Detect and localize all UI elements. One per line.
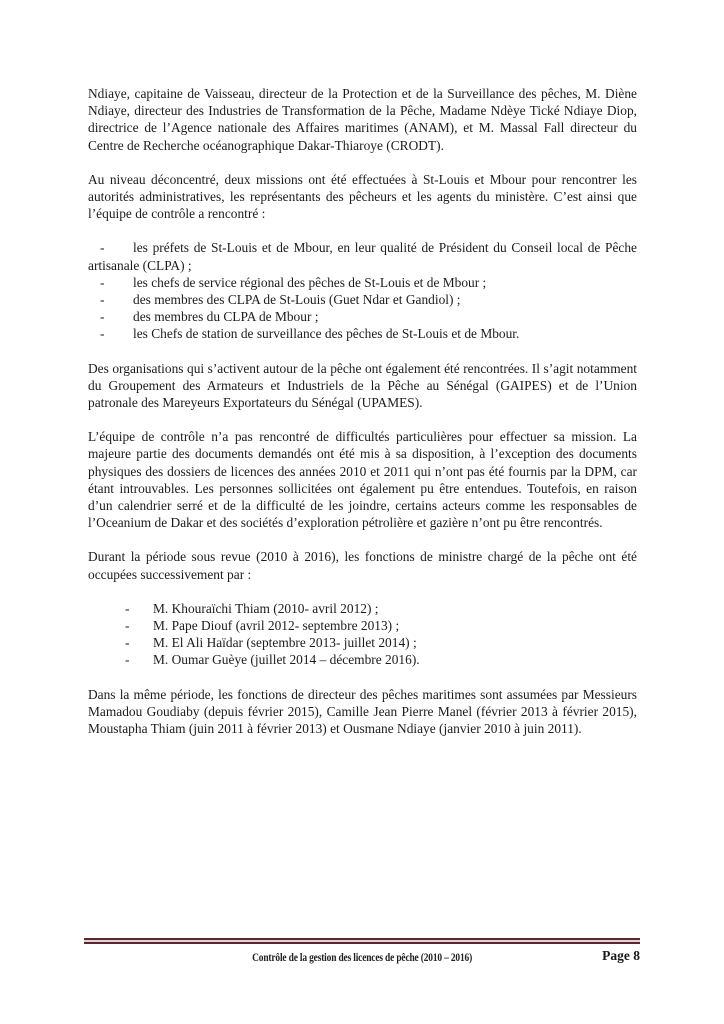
list-item: [88, 274, 637, 291]
list-bullet: -: [125, 635, 130, 651]
bullet-list-ministres: [88, 600, 637, 669]
paragraph-intro-officials: Ndiaye, capitaine de Vaisseau, directeur de la Protection et de la Surveillance des pêches, M. Diène Ndiaye, directeur des Industries de Transformation de la Pêche, Madame Ndèye Tické Ndiaye Diop, directrice de l’Agence nationale des Affaires maritimes (ANAM), et M. Massal Fall directeur du Centre de Recherche océanographique Dakar-Thiaroye (CRODT).: [88, 86, 637, 153]
list-bullet: -: [100, 309, 105, 325]
paragraph-difficultes: L’équipe de contrôle n’a pas rencontré de difficultés particulières pour effectuer sa mission. La majeure partie des documents demandés ont été mis à sa disposition, à l’exception des documents physiques des dossiers de licences des années 2010 et 2011 qui n’ont pas été fournis par la DPM, car étant introuvables. Les personnes sollicitées ont également pu être entendues. Toutefois, en raison d’un calendrier serré et de la difficulté de les joindre, certains acteurs comme les responsables de l’Oceanium de Dakar et des sociétés d’exploration pétrolière et gazière n’ont pu être rencontrés.: [88, 429, 637, 531]
page-footer: [84, 938, 640, 964]
list-bullet: -: [100, 326, 105, 342]
list-bullet: -: [100, 292, 105, 308]
bullet-list-rencontres: [88, 239, 637, 342]
list-item-text: les chefs de service régional des pêches de St-Louis et de Mbour ;: [133, 274, 487, 290]
document-body: [88, 85, 637, 754]
page-number: Page 8: [602, 948, 640, 963]
list-item: [88, 617, 637, 634]
list-item-text: M. Oumar Guèye (juillet 2014 – décembre 2016).: [153, 652, 420, 668]
list-item: [88, 291, 637, 308]
list-item: [88, 651, 637, 668]
list-item: [88, 239, 637, 273]
paragraph-ministres-intro: Durant la période sous revue (2010 à 2016), les fonctions de ministre chargé de la pêche ont été occupées successivement par :: [88, 549, 637, 582]
list-item: [88, 325, 637, 342]
paragraph-missions: Au niveau déconcentré, deux missions ont été effectuées à St-Louis et Mbour pour rencontrer les autorités administratives, les représentants des pêcheurs et les agents du ministère. C’est ainsi que l’équipe de contrôle a rencontré :: [88, 171, 637, 222]
footer-title: Contrôle de la gestion des licences de pêche (2010 – 2016): [252, 952, 472, 964]
list-item-text: M. Pape Diouf (avril 2012- septembre 2013) ;: [153, 618, 400, 634]
list-item-text: les préfets de St-Louis et de Mbour, en leur qualité de Président du Conseil local de Pêche artisanale (CLPA) ;: [88, 240, 637, 273]
list-bullet: -: [100, 240, 105, 256]
list-bullet: -: [125, 618, 130, 634]
list-bullet: -: [100, 274, 105, 290]
paragraph-directeurs: Dans la même période, les fonctions de directeur des pêches maritimes sont assumées par Messieurs Mamadou Goudiaby (depuis février 2015), Camille Jean Pierre Manel (février 2013 à février 2015), Moustapha Thiam (juin 2011 à février 2013) et Ousmane Ndiaye (janvier 2010 à juin 2011).: [88, 686, 637, 737]
list-item-text: des membres des CLPA de St-Louis (Guet Ndar et Gandiol) ;: [133, 292, 461, 308]
list-bullet: -: [125, 600, 130, 616]
list-bullet: -: [125, 652, 130, 668]
list-item: [88, 600, 637, 617]
list-item-text: M. El Ali Haïdar (septembre 2013- juillet 2014) ;: [153, 635, 417, 651]
list-item-text: les Chefs de station de surveillance des pêches de St-Louis et de Mbour.: [133, 326, 520, 342]
list-item-text: des membres du CLPA de Mbour ;: [133, 309, 319, 325]
paragraph-organisations: Des organisations qui s’activent autour de la pêche ont également été rencontrées. Il s’agit notamment du Groupement des Armateurs et Industriels de la Pêche au Sénégal (GAIPES) et de l’Union patronale des Mareyeurs Exportateurs du Sénégal (UPAMES).: [88, 360, 637, 411]
list-item-text: M. Khouraïchi Thiam (2010- avril 2012) ;: [153, 600, 379, 616]
footer-row: [84, 948, 640, 964]
footer-divider: [84, 938, 640, 944]
list-item: [88, 308, 637, 325]
list-item: [88, 634, 637, 651]
